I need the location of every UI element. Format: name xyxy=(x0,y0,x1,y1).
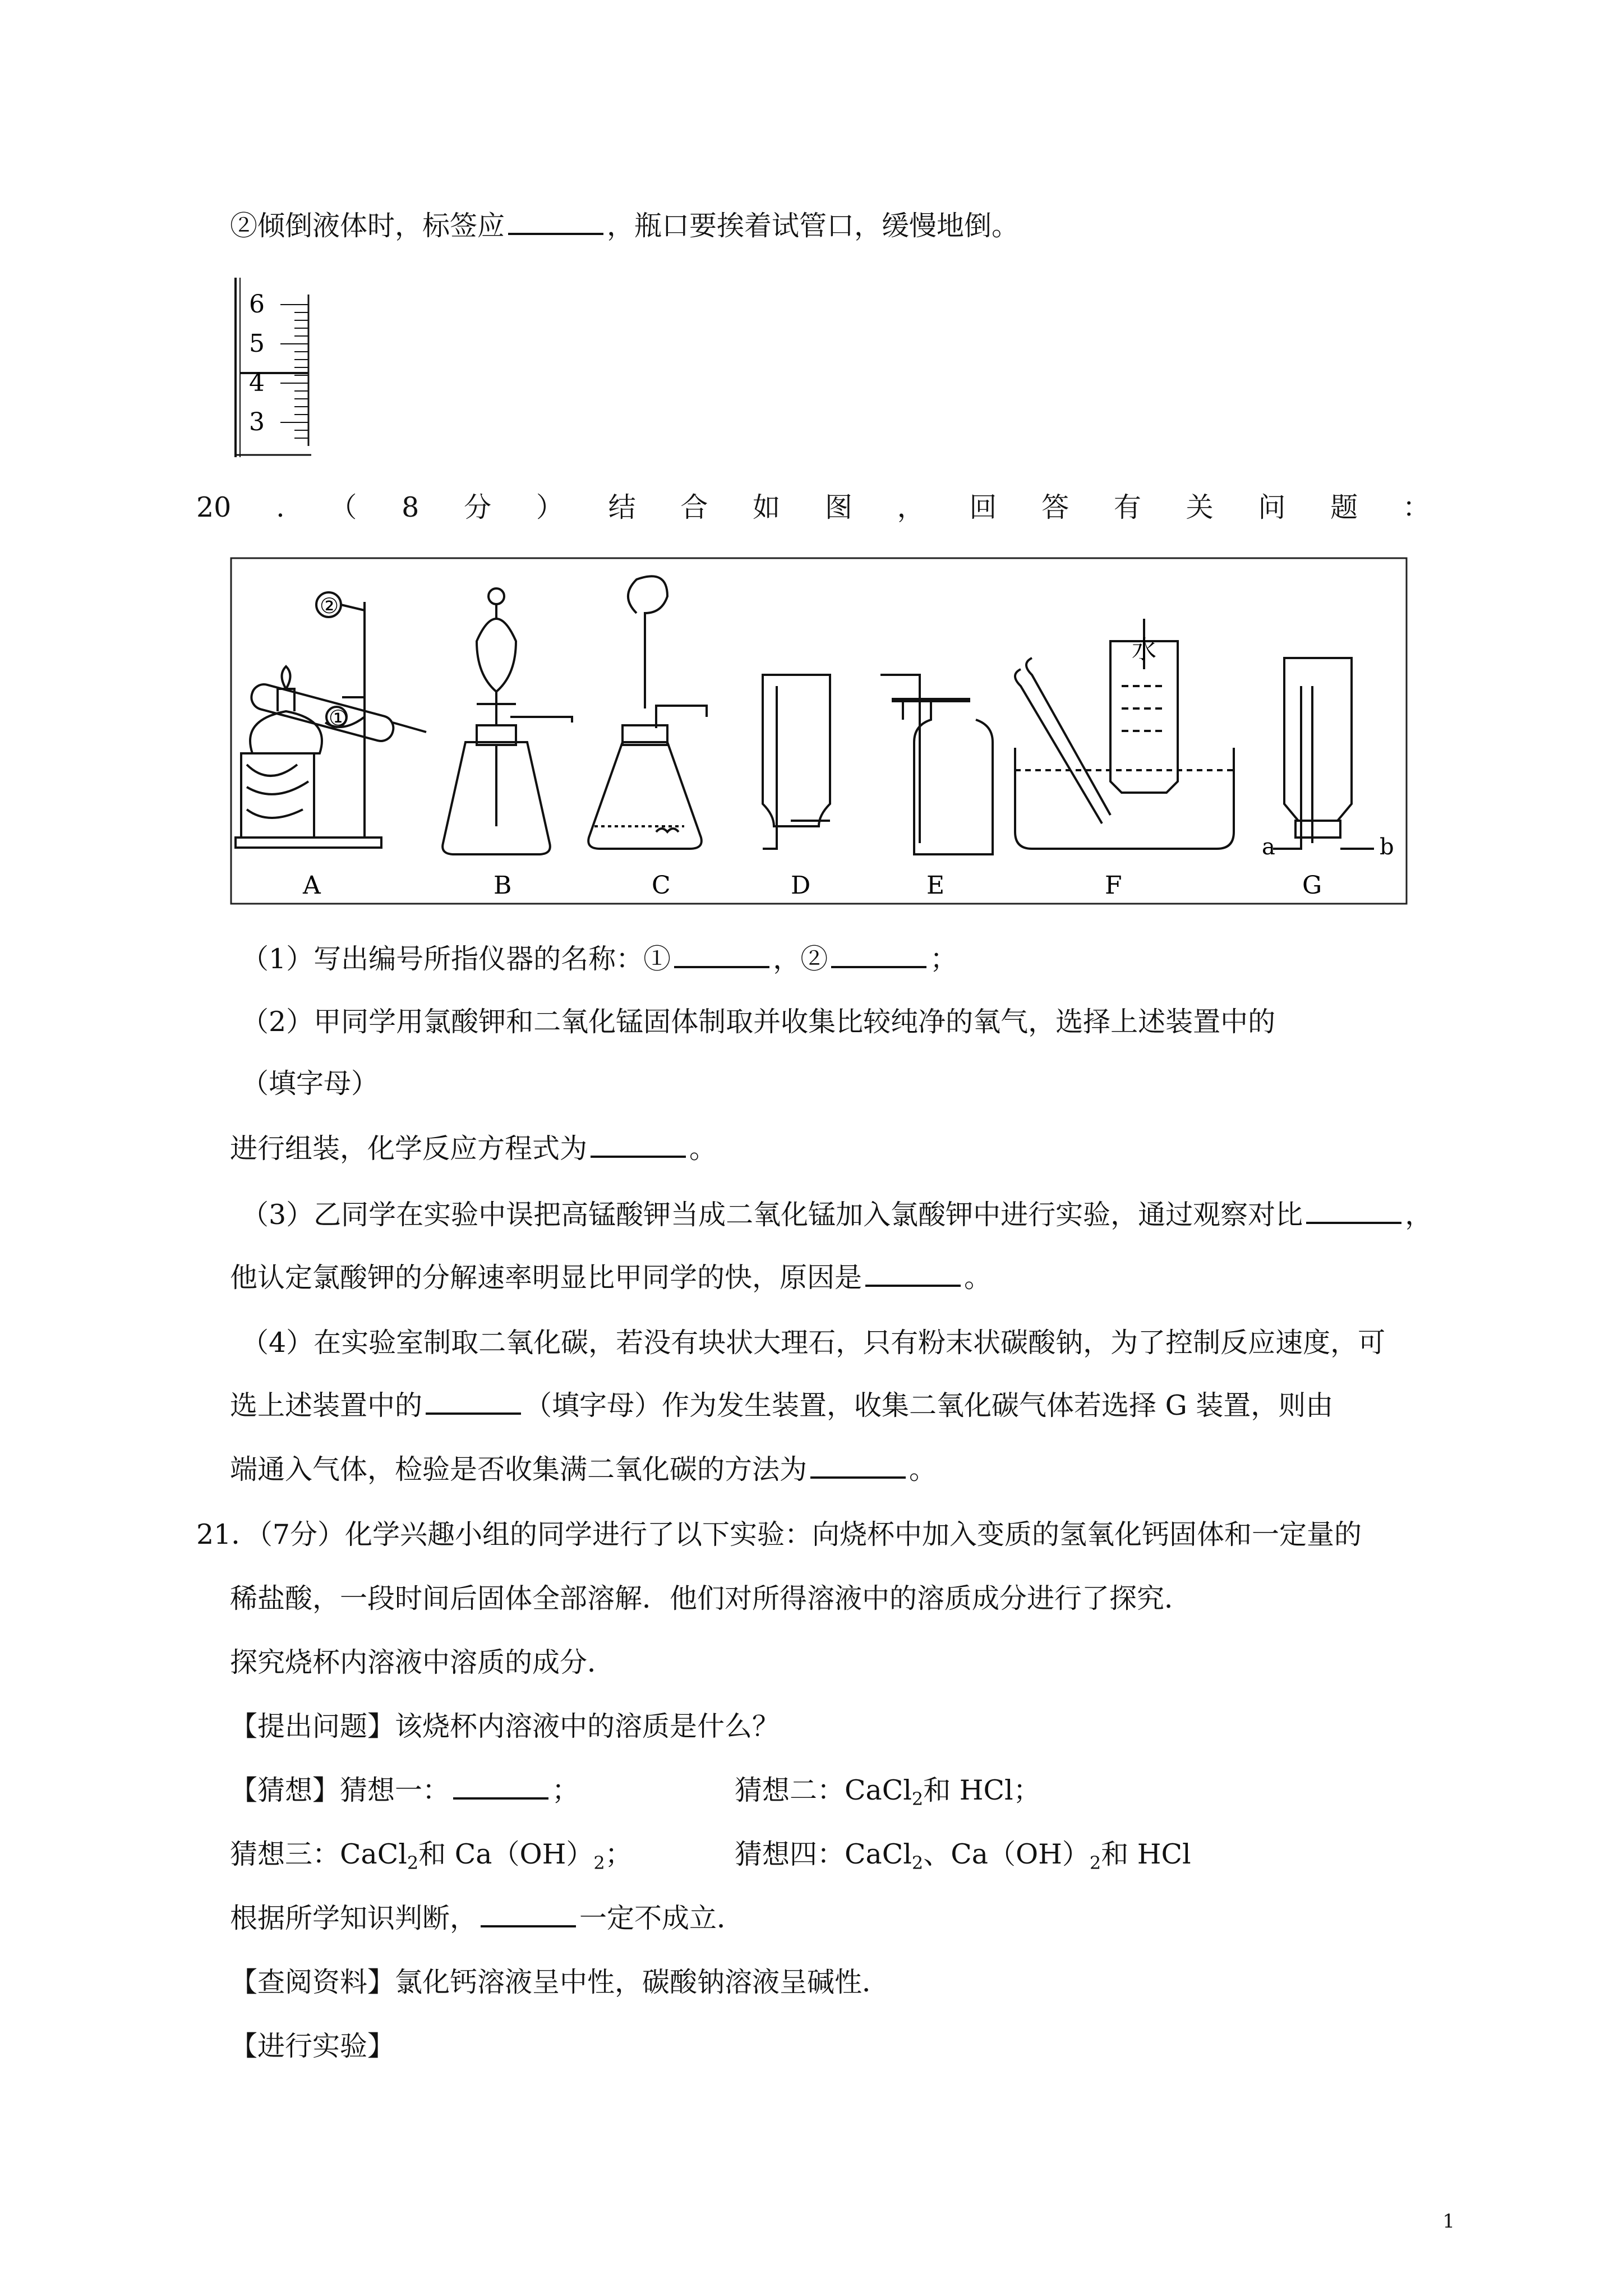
apparatus-figure xyxy=(230,557,1408,905)
tick-4: 4 xyxy=(249,369,265,397)
header-char: 如 xyxy=(753,491,781,523)
tick-5: 5 xyxy=(249,329,265,358)
marker-2: ② xyxy=(320,593,339,618)
text: ②倾倒液体时，标签应 xyxy=(230,210,505,242)
q20-part1: （1）写出编号所指仪器的名称：① ，② ； xyxy=(241,943,958,975)
answer-blank xyxy=(810,1455,906,1479)
apparatus-f xyxy=(1015,619,1234,849)
q20-part2-line2: （填字母） xyxy=(241,1068,379,1099)
header-char: 8 xyxy=(402,491,419,523)
answer-blank xyxy=(591,1134,686,1158)
header-char: 有 xyxy=(1113,491,1141,523)
q20-part2-line3: 进行组装，化学反应方程式为 。 xyxy=(230,1133,717,1165)
q20-part4-line2: 选上述装置中的 （填字母）作为发生装置，收集二氧化碳气体若选择 G 装置，则由 xyxy=(230,1389,1334,1421)
header-char: 题 xyxy=(1330,491,1358,523)
apparatus-g xyxy=(1273,658,1374,849)
header-char: 分 xyxy=(464,491,492,523)
q20-part4-line3: 端通入气体，检验是否收集满二氧化碳的方法为 。 xyxy=(230,1453,937,1485)
tick-6: 6 xyxy=(249,290,265,319)
answer-blank xyxy=(453,1776,548,1800)
text: ，瓶口要挨着试管口，缓慢地倒。 xyxy=(607,210,1020,242)
q21-guess4: 猜想四：CaCl$_2$、$Ca(OH)_2$和 HCl xyxy=(735,1838,1191,1874)
marker-1: ① xyxy=(329,706,348,730)
q21-line3: 探究烧杯内溶液中溶质的成分． xyxy=(230,1646,615,1678)
q21-reference: 【查阅资料】氯化钙溶液呈中性，碳酸钠溶液呈碱性． xyxy=(230,1966,890,1998)
answer-blank xyxy=(674,945,769,968)
q21-guess2: 猜想二：CaCl$_2$和 HCl； xyxy=(735,1774,1041,1810)
header-char: ， xyxy=(897,491,925,523)
header-char: 图 xyxy=(824,491,852,523)
label-c: C xyxy=(652,871,671,900)
q20-part2-line1: （2）甲同学用氯酸钾和二氧化锰固体制取并收集比较纯净的氧气，选择上述装置中的 xyxy=(241,1006,1276,1038)
q20-part4-line1: （4）在实验室制取二氧化碳，若没有块状大理石，只有粉末状碳酸钠，为了控制反应速度，可 xyxy=(241,1327,1386,1359)
label-g: G xyxy=(1302,871,1322,900)
answer-blank xyxy=(865,1263,961,1287)
header-char: 答 xyxy=(1041,491,1069,523)
tick-3: 3 xyxy=(249,408,265,436)
answer-blank xyxy=(1306,1200,1401,1224)
header-char: （ xyxy=(329,491,357,523)
water-label: 水 xyxy=(1132,636,1156,664)
q21-guess1: 【猜想】猜想一： ； xyxy=(230,1774,580,1806)
label-f: F xyxy=(1105,871,1122,900)
label-d: D xyxy=(791,871,811,900)
port-a-label: a xyxy=(1262,834,1275,860)
page-number: 1 xyxy=(1442,2210,1455,2233)
figure-frame xyxy=(231,558,1407,904)
q20-part3-line1: （3）乙同学在实验中误把高锰酸钾当成二氧化锰加入氯酸钾中进行实验，通过观察对比 ， xyxy=(241,1199,1433,1231)
graduated-cylinder-figure xyxy=(230,278,320,457)
q21-experiment: 【进行实验】 xyxy=(230,2030,395,2062)
header-char: ： xyxy=(1402,491,1430,523)
label-a: A xyxy=(303,871,321,900)
apparatus-d xyxy=(763,675,830,849)
header-char: . xyxy=(276,491,285,523)
q19-line2 xyxy=(230,209,1019,243)
header-char: ） xyxy=(536,491,564,523)
q21-question: 【提出问题】该烧杯内溶液中的溶质是什么？ xyxy=(230,1710,780,1742)
header-char: 合 xyxy=(680,491,708,523)
apparatus-c xyxy=(588,576,707,849)
q21-guess3: 猜想三：CaCl$_2$和 $Ca(OH)_2$； xyxy=(230,1838,633,1874)
header-char: 结 xyxy=(608,491,636,523)
q20-header xyxy=(196,491,1430,524)
label-b: B xyxy=(494,871,512,900)
answer-blank xyxy=(426,1391,521,1415)
port-b-label: b xyxy=(1380,834,1394,860)
q21-judgement: 根据所学知识判断， 一定不成立． xyxy=(230,1902,745,1934)
apparatus-b xyxy=(442,588,572,854)
q21-line2: 稀盐酸，一段时间后固体全部溶解．他们对所得溶液中的溶质成分进行了探究． xyxy=(230,1582,1192,1614)
header-char: 关 xyxy=(1186,491,1214,523)
answer-blank xyxy=(481,1904,576,1927)
header-char: 回 xyxy=(969,491,997,523)
header-char: 问 xyxy=(1258,491,1286,523)
q20-part3-line2: 他认定氯酸钾的分解速率明显比甲同学的快，原因是 。 xyxy=(230,1262,992,1294)
label-e: E xyxy=(926,871,945,900)
answer-blank xyxy=(831,945,926,968)
apparatus-e xyxy=(880,675,993,854)
header-char: 20 xyxy=(196,491,232,523)
q21-line1: 21．（7分）化学兴趣小组的同学进行了以下实验：向烧杯中加入变质的氢氧化钙固体和一定量的 xyxy=(196,1519,1362,1550)
answer-blank xyxy=(508,211,603,235)
